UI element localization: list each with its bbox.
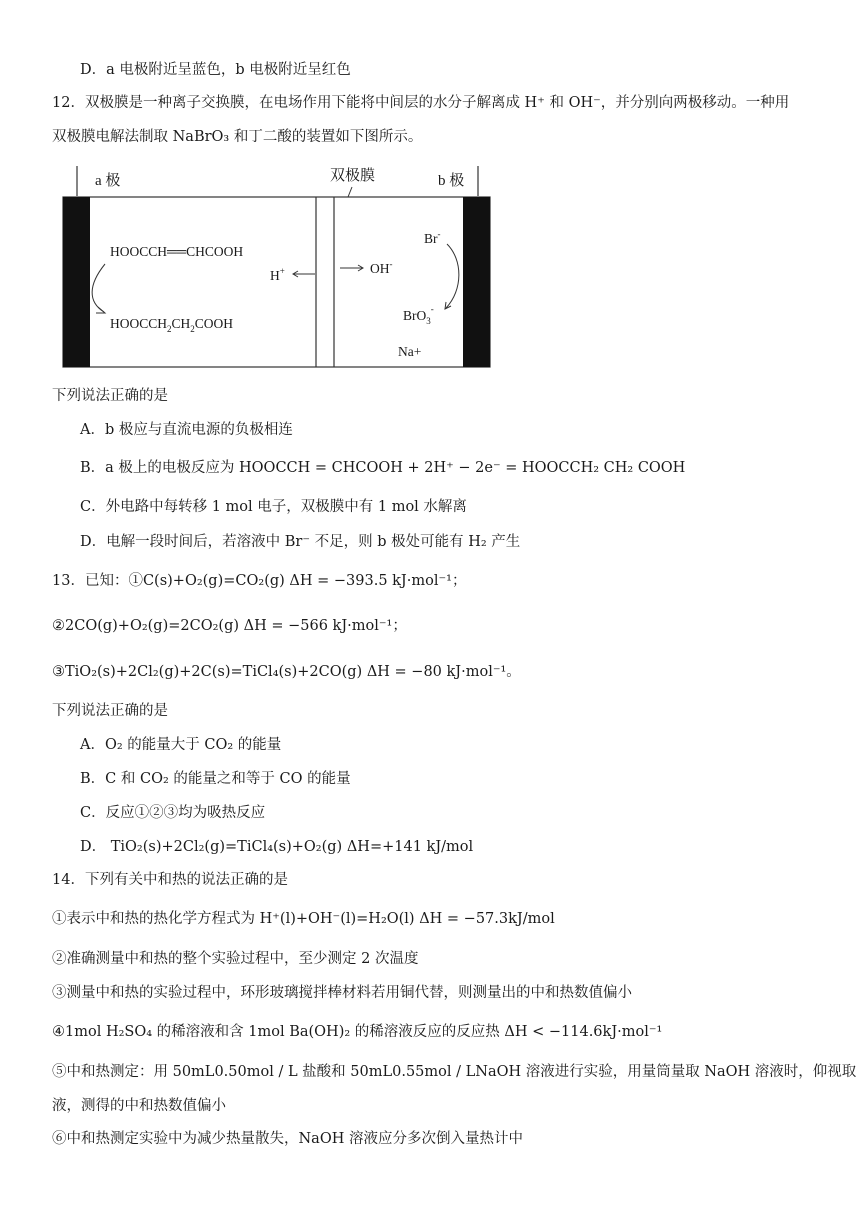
electrolysis-diagram [0,160,860,390]
a-electrode [63,197,90,367]
q13-prompt: 下列说法正确的是 [52,703,168,719]
h-ion: H+ [270,266,285,283]
q13-equation-2: ②2CO(g)+O₂(g)=2CO₂(g) ΔH = −566 kJ·mol⁻¹； [52,618,407,634]
b-electrode [463,197,490,367]
succinic-acid: $HOOCCH_2CH_2COOH$ [110,316,234,334]
q12-option-a: A．b 极应与直流电源的负极相连 [80,422,293,438]
q13-option-a: A．O₂ 的能量大于 CO₂ 的能量 [80,737,282,753]
label-bipolar-membrane: 双极膜 [330,168,376,184]
q14-statement-5: ⑤中和热测定：用 50mL0.50mol / L 盐酸和 50mL0.55mol / LNaOH 溶液进行实验，用量筒量取 NaOH 溶液时，仰视取 [52,1064,857,1080]
q14-statement-3: ③测量中和热的实验过程中，环形玻璃搅拌棒材料若用铜代替，则测量出的中和热数值偏小 [52,985,632,1001]
bromate-ion: BrO$_3$- [403,304,434,326]
label-a-electrode: a 极 [95,173,121,189]
q12-stem-line2: 双极膜电解法制取 NaBrO₃ 和丁二酸的装置如下图所示。 [52,129,423,145]
q14-statement-2: ②准确测量中和热的整个实验过程中，至少测定 2 次温度 [52,951,419,967]
q13-option-b: B．C 和 CO₂ 的能量之和等于 CO 的能量 [80,771,351,787]
q14-statement-4: ④1mol H₂SO₄ 的稀溶液和含 1mol Ba(OH)₂ 的稀溶液反应的反应热 ΔH < −114.6kJ·mol⁻¹ [52,1024,663,1040]
q12-option-d: D．电解一段时间后，若溶液中 Br⁻ 不足，则 b 极处可能有 H₂ 产生 [80,534,521,550]
q14-statement-1: ①表示中和热的热化学方程式为 H⁺(l)+OH⁻(l)=H₂O(l) ΔH = −57.3kJ/mol [52,911,555,927]
q11-option-d: D．a 电极附近呈蓝色，b 电极附近呈红色 [80,62,351,78]
q12-option-c: C．外电路中每转移 1 mol 电子，双极膜中有 1 mol 水解离 [80,499,467,515]
label-b-electrode: b 极 [438,173,465,189]
q13-option-c: C．反应①②③均为吸热反应 [80,805,266,821]
br-ion: Br- [424,229,441,246]
q13-option-d: D． TiO₂(s)+2Cl₂(g)=TiCl₄(s)+O₂(g) ΔH=+141 kJ/mol [80,839,474,855]
oh-ion: OH- [370,259,393,276]
q14-statement-5-cont: 液，测得的中和热数值偏小 [52,1098,226,1114]
sodium-ion: Na+ [398,344,422,359]
q13-stem: 13．已知：①C(s)+O₂(g)=CO₂(g) ΔH = −393.5 kJ·mol⁻¹； [52,573,467,589]
q12-stem-line1: 12．双极膜是一种离子交换膜，在电场作用下能将中间层的水分子解离成 H⁺ 和 OH⁻，并分别向两极移动。一种用 [52,95,790,111]
fumaric-acid: HOOCCH══CHCOOH [110,244,244,259]
q13-equation-3: ③TiO₂(s)+2Cl₂(g)+2C(s)=TiCl₄(s)+2CO(g) ΔH = −80 kJ·mol⁻¹。 [52,664,521,680]
q12-prompt: 下列说法正确的是 [52,388,168,404]
q14-statement-6: ⑥中和热测定实验中为减少热量散失，NaOH 溶液应分多次倒入量热计中 [52,1131,523,1147]
q12-option-b: B．a 极上的电极反应为 HOOCCH = CHCOOH + 2H⁺ − 2e⁻ = HOOCCH₂ CH₂ COOH [80,460,686,476]
q14-stem: 14．下列有关中和热的说法正确的是 [52,872,288,888]
